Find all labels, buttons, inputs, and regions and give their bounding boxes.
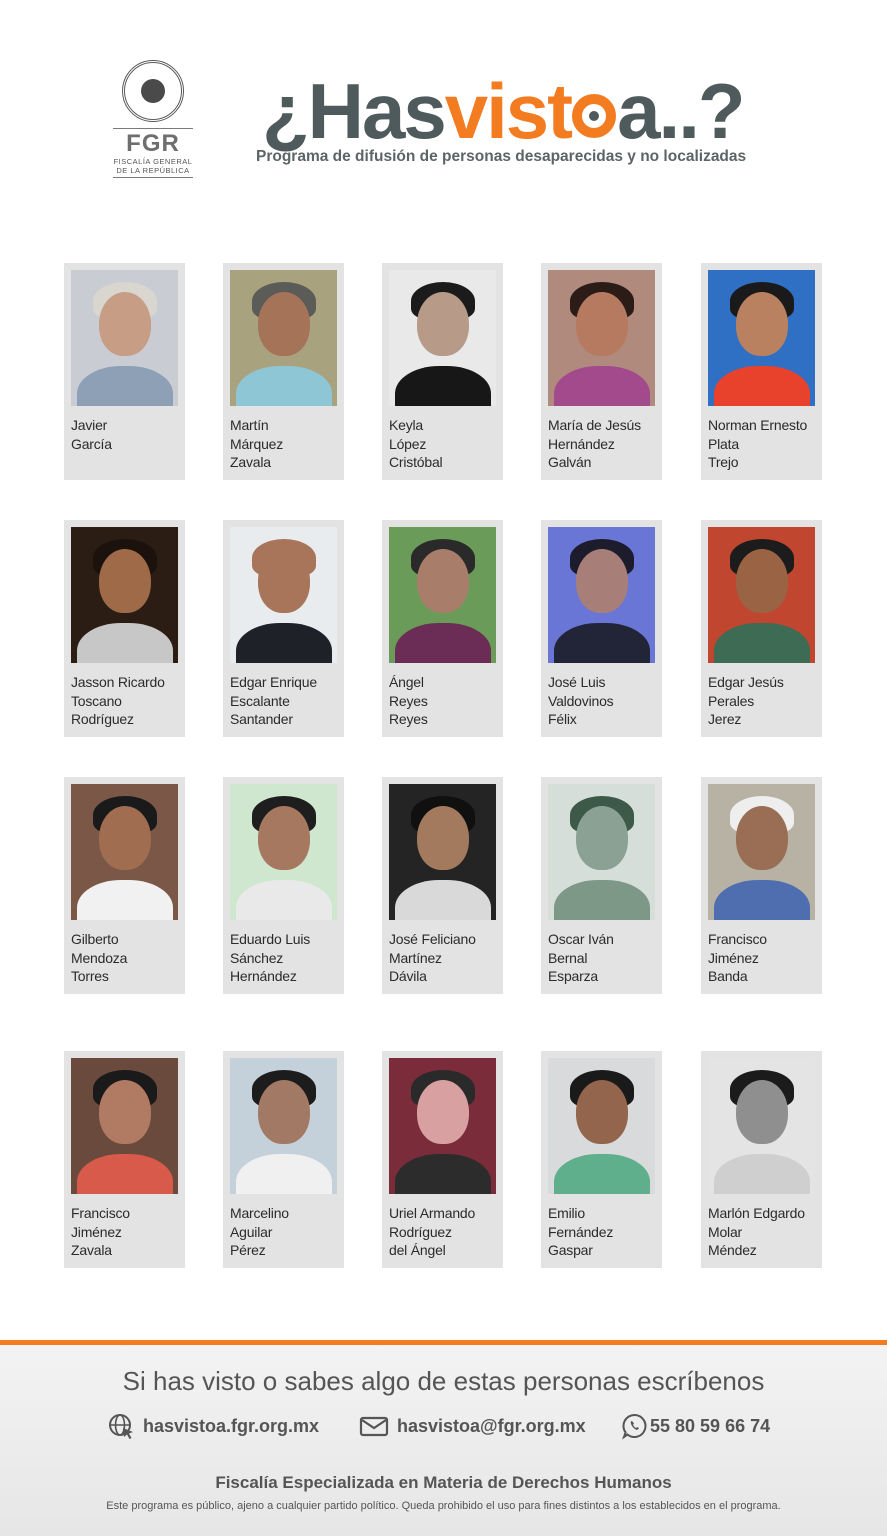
person-name xyxy=(708,1204,820,1260)
person-name-line: Gaspar xyxy=(548,1242,593,1259)
fgr-logo xyxy=(106,60,200,178)
person-name xyxy=(71,930,183,986)
person-name xyxy=(708,673,820,729)
phone-number[interactable]: 55 80 59 66 74 xyxy=(650,1415,771,1436)
person-name-line: Martínez xyxy=(389,949,442,966)
person-name-line: Oscar Iván xyxy=(548,931,614,947)
person-card[interactable] xyxy=(223,263,344,480)
person-name xyxy=(71,416,183,453)
person-name-line: Félix xyxy=(548,711,577,728)
person-card[interactable] xyxy=(223,520,344,737)
title-part-1: ¿Has xyxy=(262,67,445,155)
person-name-line: Galván xyxy=(548,454,592,471)
person-card[interactable] xyxy=(701,520,822,737)
person-name-line: Trejo xyxy=(708,454,739,471)
person-name xyxy=(230,930,342,986)
person-name xyxy=(389,930,501,986)
person-name-line: Javier xyxy=(71,417,108,433)
person-photo xyxy=(71,1058,178,1194)
website-contact[interactable] xyxy=(107,1412,319,1440)
person-photo xyxy=(548,527,655,663)
person-name xyxy=(548,673,660,729)
person-photo xyxy=(708,784,815,920)
person-card[interactable] xyxy=(382,263,503,480)
person-photo xyxy=(230,270,337,406)
person-name-line: Cristóbal xyxy=(389,454,443,471)
eye-icon xyxy=(572,94,616,138)
person-name-line: Valdovinos xyxy=(548,692,614,709)
person-name-line: Francisco xyxy=(708,931,767,947)
person-card[interactable] xyxy=(64,520,185,737)
person-photo xyxy=(389,1058,496,1194)
person-photo xyxy=(389,784,496,920)
person-name-line: Edgar Jesús xyxy=(708,674,784,690)
person-card[interactable] xyxy=(64,777,185,994)
person-name-line: Gilberto xyxy=(71,931,119,947)
envelope-icon xyxy=(359,1415,389,1437)
person-card[interactable] xyxy=(541,1051,662,1268)
person-photo xyxy=(389,270,496,406)
person-name-line: Rodríguez xyxy=(71,711,134,728)
person-card[interactable] xyxy=(223,1051,344,1268)
person-name-line: Marlón Edgardo xyxy=(708,1205,805,1221)
globe-cursor-icon xyxy=(107,1412,135,1440)
person-name-line: Toscano xyxy=(71,692,122,709)
person-card[interactable] xyxy=(701,777,822,994)
person-name-line: Eduardo Luis xyxy=(230,931,311,947)
person-name xyxy=(708,416,820,472)
person-name-line: Banda xyxy=(708,968,748,985)
person-card[interactable] xyxy=(382,520,503,737)
person-name-line: Jasson Ricardo xyxy=(71,674,165,690)
website-link[interactable]: hasvistoa.fgr.org.mx xyxy=(143,1415,320,1436)
person-name-line: Jiménez xyxy=(708,949,759,966)
person-name-line: Keyla xyxy=(389,417,424,433)
person-photo xyxy=(389,527,496,663)
person-name-line: Edgar Enrique xyxy=(230,674,317,690)
person-name xyxy=(230,416,342,472)
person-name xyxy=(230,673,342,729)
person-card[interactable] xyxy=(64,263,185,480)
person-name xyxy=(71,673,183,729)
person-name-line: Hernández xyxy=(548,435,615,452)
person-name-line: María de Jesús xyxy=(548,417,641,433)
person-card[interactable] xyxy=(541,263,662,480)
person-name-line: Aguilar xyxy=(230,1223,273,1240)
person-name xyxy=(230,1204,342,1260)
person-name-line: Jerez xyxy=(708,711,742,728)
person-photo xyxy=(230,784,337,920)
person-name-line: Zavala xyxy=(230,454,271,471)
person-name-line: Escalante xyxy=(230,692,290,709)
person-name-line: Molar xyxy=(708,1223,743,1240)
person-card[interactable] xyxy=(223,777,344,994)
phone-contact[interactable] xyxy=(621,1412,770,1440)
person-name-line: Plata xyxy=(708,435,739,452)
title-part-2: vist xyxy=(444,67,572,155)
person-name-line: Sánchez xyxy=(230,949,284,966)
person-name-line: Francisco xyxy=(71,1205,130,1221)
person-card[interactable] xyxy=(382,1051,503,1268)
person-name-line: Torres xyxy=(71,968,109,985)
person-name-line: Hernández xyxy=(230,968,297,985)
person-name-line: Martín xyxy=(230,417,269,433)
program-title xyxy=(262,66,744,156)
person-name-line: Marcelino xyxy=(230,1205,289,1221)
person-name-line: del Ángel xyxy=(389,1242,446,1259)
person-name xyxy=(71,1204,183,1260)
person-photo xyxy=(230,1058,337,1194)
person-name-line: Ángel xyxy=(389,674,424,690)
person-name xyxy=(548,1204,660,1260)
person-name-line: Perales xyxy=(708,692,755,709)
person-name-line: Dávila xyxy=(389,968,427,985)
person-name-line: Mendoza xyxy=(71,949,128,966)
person-name-line: Emilio xyxy=(548,1205,585,1221)
person-card[interactable] xyxy=(64,1051,185,1268)
person-photo xyxy=(71,784,178,920)
person-name xyxy=(548,930,660,986)
person-name-line: Rodríguez xyxy=(389,1223,452,1240)
person-name xyxy=(389,416,501,472)
email-link[interactable]: hasvistoa@fgr.org.mx xyxy=(397,1415,586,1436)
logo-subtitle-2: DE LA REPÚBLICA xyxy=(116,166,190,175)
person-name-line: Uriel Armando xyxy=(389,1205,476,1221)
person-name xyxy=(389,1204,501,1260)
person-card[interactable] xyxy=(541,520,662,737)
logo-text: FGR xyxy=(126,130,180,157)
person-name-line: Jiménez xyxy=(71,1223,122,1240)
person-photo xyxy=(71,270,178,406)
person-photo xyxy=(548,270,655,406)
person-photo xyxy=(230,527,337,663)
person-name-line: Santander xyxy=(230,711,293,728)
person-name-line: José Feliciano xyxy=(389,931,476,947)
logo-subtitle-1: FISCALÍA GENERAL xyxy=(113,157,193,166)
person-name-line: Zavala xyxy=(71,1242,112,1259)
person-name-line: Bernal xyxy=(548,949,588,966)
person-name xyxy=(389,673,501,729)
person-card[interactable] xyxy=(701,263,822,480)
person-card[interactable] xyxy=(382,777,503,994)
person-photo xyxy=(548,1058,655,1194)
person-name xyxy=(548,416,660,472)
person-card[interactable] xyxy=(701,1051,822,1268)
person-photo xyxy=(548,784,655,920)
person-name-line: Norman Ernesto xyxy=(708,417,808,433)
person-name-line: García xyxy=(71,435,112,452)
program-subtitle: Programa de difusión de personas desaparecidas y no localizadas xyxy=(256,148,747,165)
person-name-line: Reyes xyxy=(389,692,428,709)
person-card[interactable] xyxy=(541,777,662,994)
person-name-line: José Luis xyxy=(548,674,606,690)
person-photo xyxy=(71,527,178,663)
national-seal-icon xyxy=(122,60,184,122)
person-name-line: Reyes xyxy=(389,711,428,728)
person-photo xyxy=(708,527,815,663)
person-name-line: Esparza xyxy=(548,968,598,985)
person-name-line: López xyxy=(389,435,427,452)
person-name-line: Fernández xyxy=(548,1223,614,1240)
person-photo xyxy=(708,270,815,406)
email-contact[interactable] xyxy=(359,1412,586,1440)
whatsapp-icon xyxy=(621,1412,649,1440)
person-photo xyxy=(708,1058,815,1194)
disclaimer: Este programa es público, ajeno a cualquier partido político. Queda prohibido el uso para fines distintos a los establecidos en el programa. xyxy=(106,1500,781,1512)
agency-name: Fiscalía Especializada en Materia de Derechos Humanos xyxy=(215,1473,672,1492)
title-part-3: a..? xyxy=(617,67,744,155)
person-name-line: Pérez xyxy=(230,1242,266,1259)
person-name-line: Méndez xyxy=(708,1242,757,1259)
call-to-action: Si has visto o sabes algo de estas personas escríbenos xyxy=(122,1366,765,1396)
person-name xyxy=(708,930,820,986)
person-name-line: Márquez xyxy=(230,435,284,452)
